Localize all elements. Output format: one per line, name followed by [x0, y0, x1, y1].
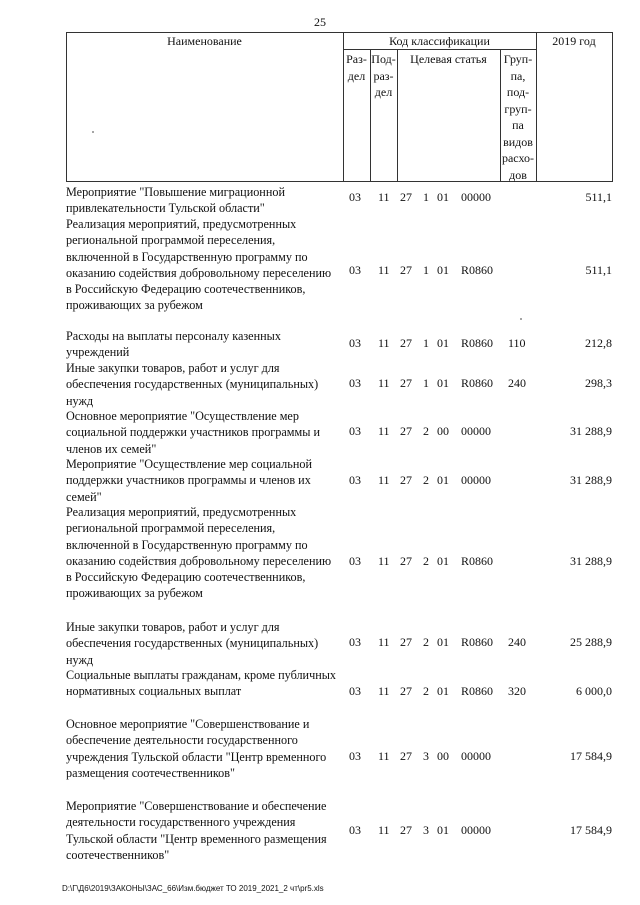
row-direction: 00000: [461, 749, 491, 763]
row-name: Реализация мероприятий, предусмотренных региональной программой переселения, включенной в Государственную программу по оказанию содействия добровольному переселению в Российскую Федерацию соотечественников, проживающих за рубежом: [66, 217, 332, 313]
row-name: Иные закупки товаров, работ и услуг для обеспечения государственных (муниципальных) нужд: [66, 620, 319, 667]
row-program: 27: [400, 473, 412, 487]
header-right-border: [612, 32, 613, 182]
row-razdel: 03: [349, 684, 361, 698]
row-razdel: 03: [349, 263, 361, 277]
row-subprogram: 2: [423, 473, 429, 487]
row-razdel: 03: [349, 473, 361, 487]
row-name: Мероприятие "Повышение миграционной привлекательности Тульской области": [66, 185, 285, 216]
row-name: Мероприятие "Совершенствование и обеспечение деятельности государственного учреждения Тульской области "Центр временного размещения соотечественников": [66, 799, 327, 862]
row-podrazdel: 11: [378, 554, 390, 568]
row-podrazdel: 11: [378, 823, 390, 837]
row-program: 27: [400, 336, 412, 350]
row-direction: R0860: [461, 554, 494, 568]
row-event: 01: [437, 190, 449, 204]
row-subprogram: 2: [423, 424, 429, 438]
row-podrazdel: 11: [378, 190, 390, 204]
row-amount: 17 584,9: [570, 749, 612, 763]
row-amount: 31 288,9: [570, 424, 612, 438]
row-event: 01: [437, 263, 449, 277]
row-amount: 212,8: [585, 336, 612, 350]
row-name: Мероприятие "Осуществление мер социальной поддержки участников программы и членов их семей": [66, 457, 312, 504]
row-expense-type: 240: [508, 635, 526, 649]
row-program: 27: [400, 424, 412, 438]
row-event: 01: [437, 336, 449, 350]
row-razdel: 03: [349, 635, 361, 649]
row-subprogram: 1: [423, 263, 429, 277]
row-subprogram: 2: [423, 554, 429, 568]
header-classification: Код классификации: [389, 34, 490, 48]
row-name: Реализация мероприятий, предусмотренных региональной программой переселения, включенной в Государственную программу по оказанию содействия добровольному переселению в Российскую Федерацию соотечественников, проживающих за рубежом: [66, 505, 332, 601]
row-amount: 298,3: [585, 376, 612, 390]
row-expense-type: 110: [508, 336, 526, 350]
row-amount: 511,1: [585, 263, 612, 277]
row-amount: 17 584,9: [570, 823, 612, 837]
row-subprogram: 3: [423, 749, 429, 763]
row-direction: 00000: [461, 424, 491, 438]
row-razdel: 03: [349, 376, 361, 390]
page-number: 25: [314, 15, 326, 29]
row-razdel: 03: [349, 554, 361, 568]
row-direction: R0860: [461, 684, 494, 698]
row-expense-type: 320: [508, 684, 526, 698]
row-subprogram: 3: [423, 823, 429, 837]
row-expense-type: 240: [508, 376, 526, 390]
row-event: 01: [437, 554, 449, 568]
row-program: 27: [400, 635, 412, 649]
row-name: Иные закупки товаров, работ и услуг для обеспечения государственных (муниципальных) нужд: [66, 361, 319, 408]
header-mid-border: [343, 49, 536, 50]
header-divider-podrazdel: [397, 49, 398, 182]
header-name: Наименование: [167, 34, 242, 48]
row-amount: 25 288,9: [570, 635, 612, 649]
row-program: 27: [400, 376, 412, 390]
row-program: 27: [400, 684, 412, 698]
row-amount: 511,1: [585, 190, 612, 204]
row-direction: 00000: [461, 823, 491, 837]
row-podrazdel: 11: [378, 635, 390, 649]
row-event: 00: [437, 424, 449, 438]
scan-speck: [92, 131, 94, 133]
row-name: Основное мероприятие "Осуществление мер социальной поддержки участников программы и членов их семей": [66, 409, 320, 456]
file-path-footer: D:\Г\Д6\2019\ЗАКОНЫ\ЗАС_66\Изм.бюджет ТО 2019_2021_2 чт\pr5.xls: [62, 884, 324, 893]
header-year: 2019 год: [552, 34, 596, 48]
row-subprogram: 2: [423, 635, 429, 649]
row-direction: 00000: [461, 190, 491, 204]
row-event: 00: [437, 749, 449, 763]
header-left-border: [66, 32, 67, 182]
row-event: 01: [437, 473, 449, 487]
row-podrazdel: 11: [378, 263, 390, 277]
row-program: 27: [400, 190, 412, 204]
row-subprogram: 1: [423, 336, 429, 350]
row-subprogram: 1: [423, 190, 429, 204]
row-podrazdel: 11: [378, 684, 390, 698]
row-razdel: 03: [349, 190, 361, 204]
header-divider-group: [536, 32, 537, 182]
header-group: Груп- па, под- груп- па видов расхо- дов: [501, 52, 535, 182]
row-event: 01: [437, 376, 449, 390]
row-name: Основное мероприятие "Совершенствование и обеспечение деятельности государственного учреждения Тульской области "Центр временного размещения соотечественников": [66, 717, 327, 780]
row-podrazdel: 11: [378, 336, 390, 350]
scan-speck: [520, 318, 522, 320]
row-program: 27: [400, 263, 412, 277]
row-program: 27: [400, 554, 412, 568]
row-event: 01: [437, 684, 449, 698]
row-podrazdel: 11: [378, 473, 390, 487]
row-razdel: 03: [349, 424, 361, 438]
header-target: Целевая статья: [410, 52, 487, 66]
row-direction: R0860: [461, 263, 494, 277]
row-podrazdel: 11: [378, 749, 390, 763]
row-event: 01: [437, 823, 449, 837]
row-direction: R0860: [461, 635, 494, 649]
row-program: 27: [400, 823, 412, 837]
header-razdel: Раз- дел: [346, 52, 367, 83]
row-podrazdel: 11: [378, 376, 390, 390]
row-razdel: 03: [349, 823, 361, 837]
row-razdel: 03: [349, 749, 361, 763]
row-direction: R0860: [461, 376, 494, 390]
row-subprogram: 2: [423, 684, 429, 698]
row-amount: 6 000,0: [576, 684, 612, 698]
row-program: 27: [400, 749, 412, 763]
row-razdel: 03: [349, 336, 361, 350]
row-event: 01: [437, 635, 449, 649]
row-amount: 31 288,9: [570, 473, 612, 487]
row-name: Социальные выплаты гражданам, кроме публичных нормативных социальных выплат: [66, 668, 336, 699]
row-subprogram: 1: [423, 376, 429, 390]
row-podrazdel: 11: [378, 424, 390, 438]
header-podrazdel: Под- раз- дел: [371, 52, 396, 99]
row-name: Расходы на выплаты персоналу казенных учреждений: [66, 329, 281, 360]
row-direction: R0860: [461, 336, 494, 350]
row-direction: 00000: [461, 473, 491, 487]
row-amount: 31 288,9: [570, 554, 612, 568]
